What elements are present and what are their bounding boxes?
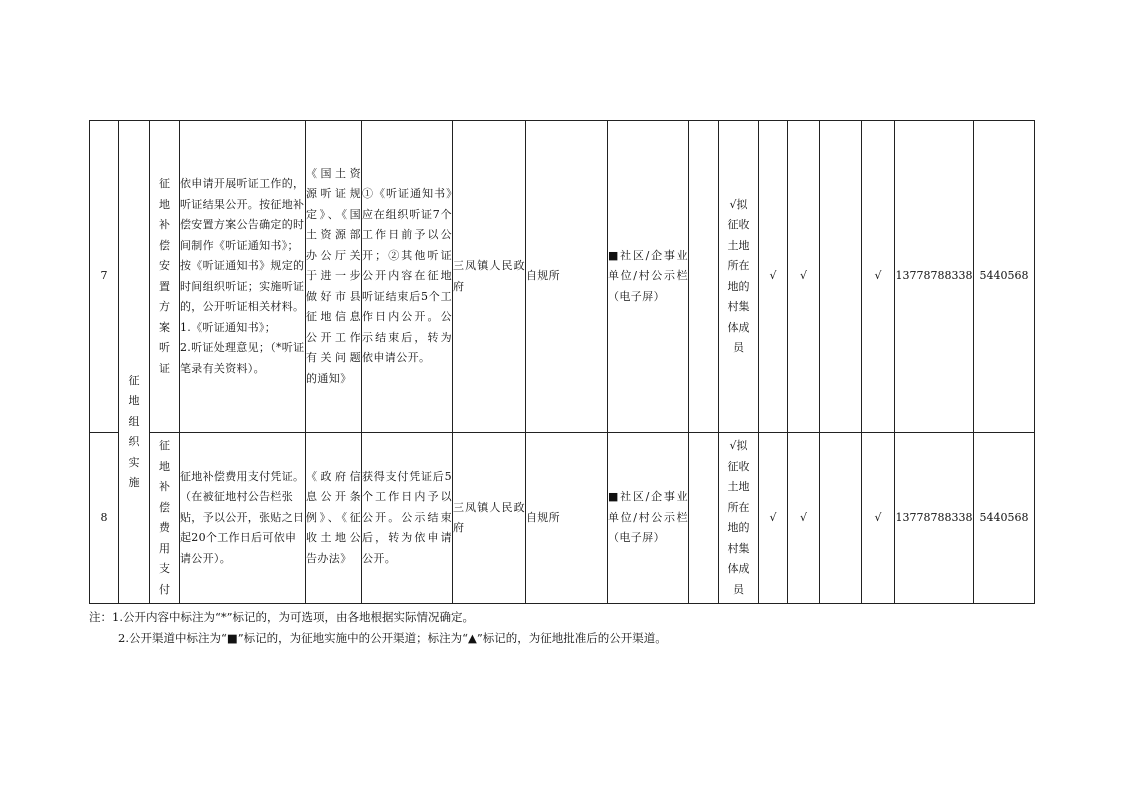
- scope-label: √拟征收土地所在地的村集体成员: [727, 197, 750, 354]
- check-cell: √: [788, 433, 820, 604]
- tel-cell: 5440568: [974, 433, 1035, 604]
- footnote-1: 注：1.公开内容中标注为“*”标记的，为可选项，由各地根据实际情况确定。: [89, 610, 474, 624]
- footnote-2: 2.公开渠道中标注为“■”标记的，为征地实施中的公开渠道；标注为“▲”标记的，为征地批准后的公开渠道。: [118, 631, 667, 645]
- content-list-item: 2.听证处理意见；（*听证笔录有关资料）。: [180, 341, 305, 375]
- time-cell: 获得支付凭证后5个工作日内予以公开。公示结束后，转为依申请公开。: [362, 433, 453, 604]
- category-cell: [119, 121, 150, 604]
- scope-cell: [719, 121, 759, 433]
- tel-cell: 5440568: [974, 121, 1035, 433]
- scope-cell: [719, 433, 759, 604]
- empty-cell: [689, 433, 719, 604]
- content-cell: [180, 121, 306, 433]
- check-cell: √: [862, 121, 895, 433]
- time-cell: ①《听证通知书》应在组织听证7个工作日前予以公开；②其他听证公开内容在征地听证结束后5个工作日内公开。公示结束后，转为依申请公开。: [362, 121, 453, 433]
- check-cell: √: [759, 433, 788, 604]
- content-text: 征地补偿费用支付凭证。: [180, 469, 305, 483]
- content-list-item: 1.《听证通知书》；: [180, 320, 276, 334]
- basis-cell: 《国土资源听证规定》、《国土资源部办公厅关于进一步做好市县征地信息公开工作有关问题的通知》: [306, 121, 362, 433]
- item-label: 征地补偿费用支付: [159, 439, 170, 596]
- empty-cell: [820, 433, 862, 604]
- channel-cell: ■社区/企事业单位/村公示栏（电子屏）: [608, 433, 689, 604]
- table-row: [90, 433, 1035, 604]
- row-number: 7: [90, 121, 119, 433]
- disclosure-table: [89, 120, 1035, 604]
- empty-cell: [689, 121, 719, 433]
- item-label: 征地补偿安置方案听证: [159, 177, 170, 375]
- check-cell: √: [788, 121, 820, 433]
- channel-cell: ■社区/企事业单位/村公示栏（电子屏）: [608, 121, 689, 433]
- phone-cell: 13778788338: [895, 121, 974, 433]
- footnotes: [89, 607, 667, 649]
- table-row: [90, 121, 1035, 433]
- check-cell: √: [862, 433, 895, 604]
- responsible-cell: 自规所: [526, 121, 608, 433]
- check-cell: √: [759, 121, 788, 433]
- responsible-cell: 自规所: [526, 433, 608, 604]
- phone-cell: 13778788338: [895, 433, 974, 604]
- basis-cell: 《政府信息公开条例》、《征收土地公告办法》: [306, 433, 362, 604]
- item-cell: [150, 433, 180, 604]
- empty-cell: [820, 121, 862, 433]
- content-note: （在被征地村公告栏张贴，予以公开，张贴之日起20个工作日后可依申请公开）。: [180, 490, 305, 565]
- category-label: 征地组织实施: [128, 373, 140, 489]
- scope-label: √拟征收土地所在地的村集体成员: [727, 439, 750, 596]
- subject-cell: 三凤镇人民政府: [453, 121, 526, 433]
- subject-cell: 三凤镇人民政府: [453, 433, 526, 604]
- content-cell: [180, 433, 306, 604]
- item-cell: [150, 121, 180, 433]
- row-number: 8: [90, 433, 119, 604]
- content-text: 依申请开展听证工作的，听证结果公开。按征地补偿安置方案公告确定的时间制作《听证通知书》；按《听证通知书》规定的时间组织听证；实施听证的，公开听证相关材料。: [180, 177, 305, 313]
